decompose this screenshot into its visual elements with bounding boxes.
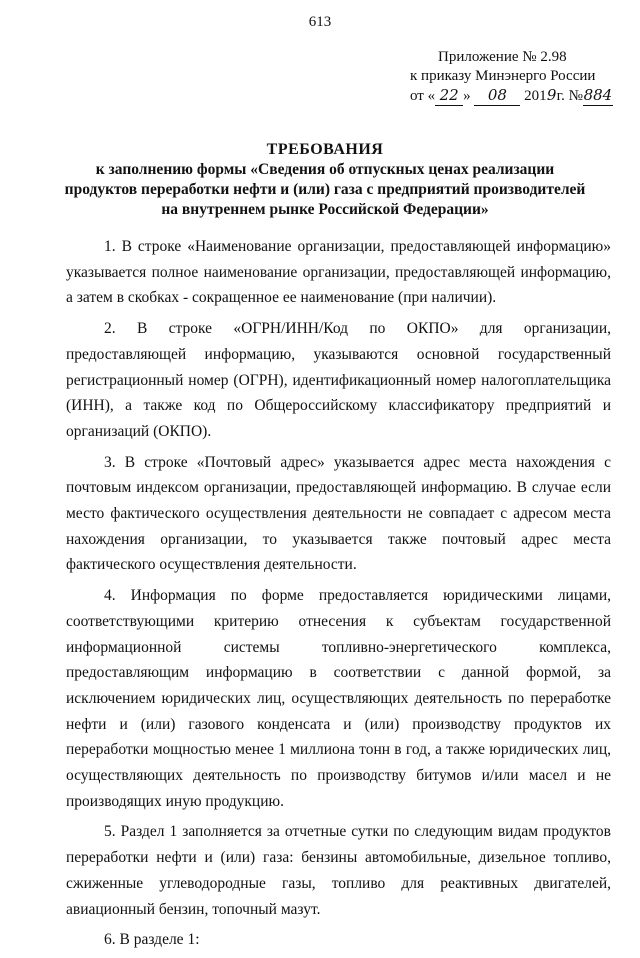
date-sep: »	[463, 88, 471, 104]
appendix-number: Приложение № 2.98	[438, 49, 567, 65]
paragraph-4: 4. Информация по форме предоставляется юридическими лицами, соответствующими критерию отнесения к субъектам государственной информационной системы топливно-энергетического комплекса, предоставляющим информацию в соответствии с данной формой, за исключением юридических лиц, осуществляющих деятельность по переработке нефти и (или) газового конденсата и (или) производству продуктов их переработки мощностью менее 1 миллиона тонн в год, а также юридических лиц, осуществляющих деятельность по производству битумов и/или масел и не производящих иную продукцию.	[66, 587, 611, 810]
appendix-order-ref: к приказу Минэнерго России	[410, 68, 596, 84]
title-subtitle: к заполнению формы «Сведения об отпускных ценах реализации продуктов переработки нефти и (или) газа с предприятий производителей на внутреннем рынке Российской Федерации»	[64, 161, 586, 218]
appendix-header	[410, 48, 620, 106]
document-title	[60, 140, 590, 220]
year-prefix: 201	[524, 88, 547, 104]
paragraph-3: 3. В строке «Почтовый адрес» указывается адрес места нахождения с почтовым индексом организации, предоставляющей информацию. В случае если место фактического осуществления деятельности не совпадает с адресом места нахождения организации, то указывается также почтовый адрес места фактического осуществления деятельности.	[66, 453, 611, 574]
paragraph-2: 2. В строке «ОГРН/ИНН/Код по ОКПО» для организации, предоставляющей информацию, указываются основной государственный регистрационный номер (ОГРН), идентификационный номер налогоплательщика (ИНН), а также код по Общероссийскому классификатору предприятий и организаций (ОКПО).	[66, 320, 611, 440]
paragraph-6: 6. В разделе 1:	[104, 931, 200, 949]
handwritten-day: 22	[435, 86, 463, 106]
appendix-date-line	[410, 86, 620, 106]
handwritten-month: 08	[474, 86, 520, 106]
page-number: 613	[308, 14, 332, 30]
document-body	[66, 234, 611, 958]
handwritten-order-number: 884	[583, 86, 613, 104]
title-heading: ТРЕБОВАНИЯ	[266, 141, 384, 158]
paragraph-5: 5. Раздел 1 заполняется за отчетные сутки по следующим видам продуктов переработки нефти и (или) газа: бензины автомобильные, дизельное топливо, сжиженные углеводородные газы, топливо для реактивных двигателей, авиационный бензин, топочный мазут.	[66, 823, 611, 918]
date-prefix: от «	[410, 88, 436, 104]
handwritten-year-digit: 9	[546, 86, 557, 104]
paragraph-1: 1. В строке «Наименование организации, предоставляющей информацию» указывается полное наименование организации, предоставляющей информацию, а затем в скобках - сокращенное ее наименование (при наличии).	[66, 238, 611, 307]
year-suffix: г. №	[556, 88, 583, 104]
